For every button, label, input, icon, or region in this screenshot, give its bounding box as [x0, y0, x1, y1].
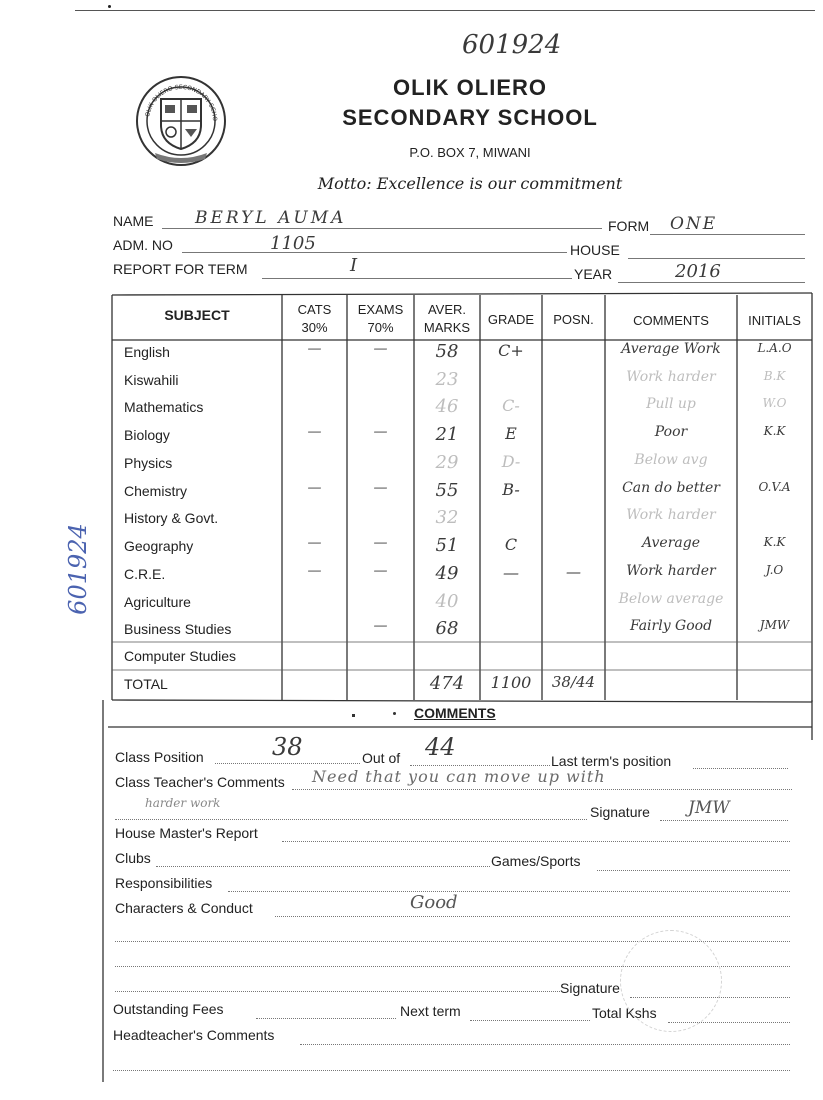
conduct-label: Characters & Conduct: [115, 900, 253, 916]
row-8-initials: K.K: [763, 535, 786, 549]
heading-dot-right: [393, 712, 396, 715]
signature2-label: Signature: [560, 980, 620, 996]
header-average-line1: AVER.: [427, 302, 467, 317]
heading-dot-left: [352, 714, 355, 717]
responsibilities-field: [228, 876, 790, 892]
row-9-subject: C.R.E.: [124, 566, 166, 582]
class-position-label: Class Position: [115, 749, 204, 765]
row-6-cats: —: [307, 480, 322, 496]
clubs-label: Clubs: [115, 850, 151, 866]
row-8-cats: —: [307, 535, 322, 551]
row-4-exams: —: [373, 424, 388, 440]
row-3-grade: C-: [502, 396, 520, 415]
games-sports-field: [597, 855, 790, 871]
side-document-number: 601924: [64, 523, 92, 615]
row-1-grade: C+: [498, 341, 524, 360]
row-4-subject: Biology: [124, 427, 170, 443]
row-6-grade: B-: [502, 480, 520, 499]
handwritten-document-number: 601924: [462, 30, 562, 60]
row-6-initials: O.V.A: [758, 480, 791, 494]
row-13-posn: 38/44: [551, 673, 596, 691]
row-6-aver: 55: [435, 480, 459, 501]
headteacher-comments-label: Headteacher's Comments: [113, 1027, 275, 1043]
last-term-position-field: [693, 753, 788, 769]
adm-no-label: ADM. NO: [113, 237, 173, 253]
row-9-exams: —: [373, 563, 388, 579]
row-11-exams: —: [373, 618, 388, 634]
out-of-value: 44: [425, 733, 456, 761]
games-sports-label: Games/Sports: [491, 853, 581, 869]
row-2-initials: B.K: [763, 369, 786, 383]
house-master-report-label: House Master's Report: [115, 825, 258, 841]
headteacher-comments-field-2: [113, 1055, 790, 1071]
header-average: [414, 301, 480, 337]
clubs-field: [156, 851, 490, 867]
row-6-comment: Can do better: [622, 480, 720, 496]
row-1-comment: Average Work: [621, 341, 721, 357]
name-value: BERYL AUMA: [195, 208, 347, 228]
row-4-cats: —: [307, 424, 322, 440]
row-3-comment: Pull up: [646, 396, 696, 412]
outstanding-fees-label: Outstanding Fees: [113, 1001, 224, 1017]
row-9-grade: —: [503, 563, 519, 582]
total-kshs-field: [668, 1007, 790, 1023]
class-teacher-comment-line2: harder work: [145, 796, 221, 810]
form-value: ONE: [670, 214, 718, 234]
row-5-grade: D-: [501, 452, 521, 471]
row-1-initials: L.A.O: [757, 341, 792, 355]
row-11-subject: Business Studies: [124, 621, 232, 637]
row-3-subject: Mathematics: [124, 399, 204, 415]
house-label: HOUSE: [570, 242, 620, 258]
row-7-aver: 32: [435, 507, 459, 528]
next-term-label: Next term: [400, 1003, 461, 1019]
row-2-aver: 23: [435, 369, 459, 390]
row-13-grade: 1100: [490, 673, 532, 692]
row-13-subject: TOTAL: [124, 676, 168, 692]
row-8-grade: C: [504, 535, 518, 554]
header-subject: SUBJECT: [164, 307, 230, 323]
row-9-aver: 49: [435, 563, 459, 584]
header-exams-line1: EXAMS: [357, 302, 404, 317]
row-7-comment: Work harder: [626, 507, 716, 523]
house-master-report-field: [282, 826, 790, 842]
comments-heading: COMMENTS: [414, 705, 496, 721]
signature-value: JMW: [688, 798, 730, 818]
out-of-label: Out of: [362, 750, 401, 766]
row-5-aver: 29: [435, 452, 459, 473]
year-value: 2016: [675, 261, 721, 282]
row-9-comment: Work harder: [626, 563, 716, 579]
outstanding-fees-field: [256, 1003, 396, 1019]
header-position: POSN.: [553, 312, 594, 327]
form-label: FORM: [608, 218, 650, 234]
responsibilities-label: Responsibilities: [115, 875, 213, 891]
total-kshs-label: Total Kshs: [592, 1005, 657, 1021]
name-label: NAME: [113, 213, 154, 229]
school-address: P.O. BOX 7, MIWANI: [409, 145, 531, 160]
school-name-line1: OLIK OLIERO: [393, 75, 547, 100]
header-exams-line2: 70%: [367, 320, 394, 335]
row-4-aver: 21: [435, 424, 459, 445]
row-10-subject: Agriculture: [124, 594, 191, 610]
row-6-exams: —: [373, 480, 388, 496]
row-8-aver: 51: [435, 535, 459, 556]
report-term-label: REPORT FOR TERM: [113, 261, 248, 277]
row-9-cats: —: [307, 563, 322, 579]
row-11-comment: Fairly Good: [629, 618, 713, 634]
row-3-aver: 46: [435, 396, 459, 417]
row-11-initials: JMW: [759, 618, 790, 632]
report-term-value: I: [350, 255, 358, 276]
crest-text: OLIK OLIERO SECONDARY SCHO: [144, 83, 219, 122]
conduct-value: Good: [410, 892, 458, 913]
adm-no-value: 1105: [270, 233, 316, 254]
header-exams: [347, 301, 414, 337]
row-1-subject: English: [124, 344, 170, 360]
row-4-initials: K.K: [763, 424, 786, 438]
header-cats: [282, 301, 347, 337]
headteacher-comments-field: [300, 1029, 790, 1045]
row-5-comment: Below avg: [634, 452, 708, 468]
row-8-comment: Average: [641, 535, 701, 551]
row-1-exams: —: [373, 341, 388, 357]
class-position-value: 38: [272, 733, 303, 761]
row-8-exams: —: [373, 535, 388, 551]
row-9-posn: —: [566, 563, 581, 581]
row-2-subject: Kiswahili: [124, 372, 179, 388]
row-4-grade: E: [505, 424, 517, 443]
school-motto: Motto: Excellence is our commitment: [317, 174, 623, 193]
year-label: YEAR: [574, 266, 613, 282]
row-6-subject: Chemistry: [124, 483, 188, 499]
row-12-subject: Computer Studies: [124, 648, 237, 664]
row-9-initials: J.O: [765, 563, 784, 577]
row-10-aver: 40: [435, 591, 459, 612]
row-4-comment: Poor: [654, 424, 688, 440]
class-teacher-comment-line1: Need that you can move up with: [312, 767, 606, 786]
class-teacher-comments-label: Class Teacher's Comments: [115, 774, 285, 790]
header-average-line2: MARKS: [423, 320, 471, 335]
row-8-subject: Geography: [124, 538, 194, 554]
next-term-field: [470, 1005, 590, 1021]
row-13-aver: 474: [429, 673, 465, 694]
school-name-line2: SECONDARY SCHOOL: [342, 105, 598, 130]
conduct-field: [275, 901, 790, 917]
header-grade: GRADE: [487, 312, 535, 327]
row-3-initials: W.O: [762, 396, 787, 410]
row-7-subject: History & Govt.: [124, 510, 219, 526]
blank-line-3: [115, 976, 560, 992]
row-1-cats: —: [307, 341, 322, 357]
row-10-comment: Below average: [618, 591, 724, 607]
signature-label: Signature: [590, 804, 650, 820]
row-1-aver: 58: [435, 341, 459, 362]
row-2-comment: Work harder: [626, 369, 716, 385]
row-11-aver: 68: [435, 618, 459, 639]
header-cats-line1: CATS: [297, 302, 332, 317]
header-initials: INITIALS: [748, 313, 801, 328]
header-cats-line2: 30%: [301, 320, 328, 335]
row-5-subject: Physics: [124, 455, 173, 471]
header-comments: COMMENTS: [633, 313, 709, 328]
last-term-position-label: Last term's position: [551, 753, 672, 769]
